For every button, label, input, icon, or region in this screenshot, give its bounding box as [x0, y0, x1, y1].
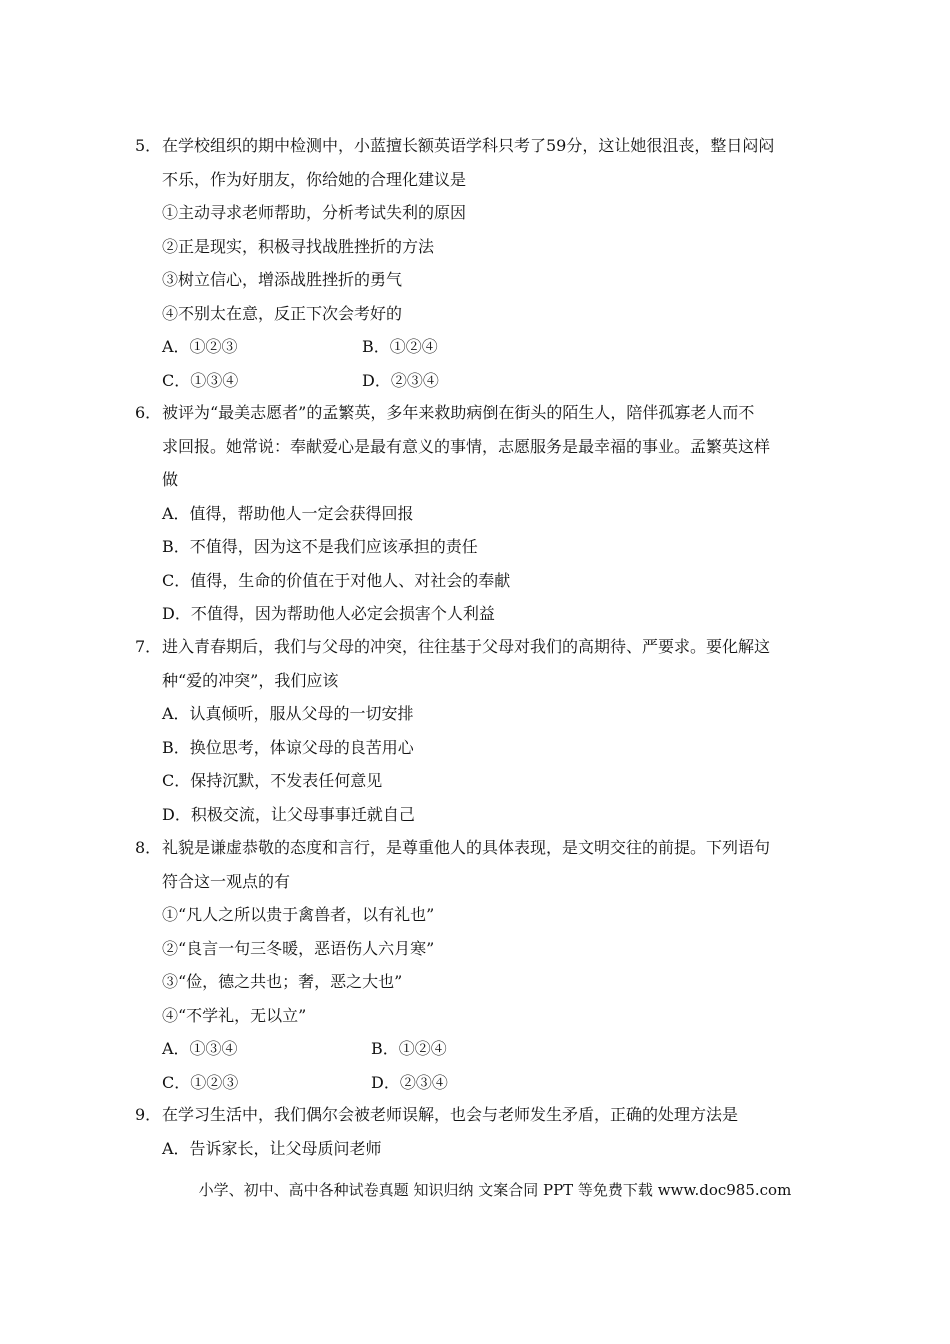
question-stem-continued-2: 做	[162, 470, 179, 489]
option-b: B．①②④	[371, 1039, 447, 1058]
option-b: B．不值得，因为这不是我们应该承担的责任	[162, 537, 478, 556]
question-stem: 7．进入青春期后，我们与父母的冲突，往往基于父母对我们的高期待、严要求。要化解这	[135, 637, 771, 656]
option-c: C．保持沉默，不发表任何意见	[162, 771, 383, 790]
option-a: A．告诉家长，让父母质问老师	[162, 1138, 382, 1158]
option-b: B．换位思考，体谅父母的良苦用心	[162, 737, 414, 757]
statement-2: ②正是现实，积极寻找战胜挫折的方法	[162, 236, 435, 256]
option-row	[135, 1066, 825, 1100]
question-stem: 6．被评为“最美志愿者”的孟繁英，多年来救助病倒在街头的陌生人，陪伴孤寡老人而不	[135, 403, 755, 422]
option-c: C．①②③	[162, 1072, 239, 1092]
question-stem-continued: 求回报。她常说：奉献爱心是最有意义的事情，志愿服务是最幸福的事业。孟繁英这样	[162, 436, 771, 456]
option-row	[135, 364, 825, 398]
statement-3: ③“俭，德之共也；奢，恶之大也”	[162, 972, 403, 991]
option-row	[135, 330, 825, 364]
option-d: D．积极交流，让父母事事迁就自己	[162, 804, 415, 824]
option-c: C．值得，生命的价值在于对他人、对社会的奉献	[162, 570, 511, 590]
question-stem-continued: 不乐，作为好朋友，你给她的合理化建议是	[162, 169, 467, 189]
statement-1: ①“凡人之所以贵于禽兽者，以有礼也”	[162, 905, 435, 924]
question-stem-continued: 种“爱的冲突”，我们应该	[162, 670, 339, 690]
question-stem: 8．礼貌是谦虚恭敬的态度和言行，是尊重他人的具体表现，是文明交往的前提。下列语句	[135, 838, 771, 857]
question-9	[135, 1098, 825, 1165]
statement-4: ④“不学礼，无以立”	[162, 1005, 307, 1025]
option-d: D．不值得，因为帮助他人必定会损害个人利益	[162, 604, 495, 623]
statement-2: ②“良言一句三冬暖，恶语伤人六月寒”	[162, 938, 435, 958]
question-5	[135, 129, 825, 397]
option-b: B．①②④	[362, 337, 438, 356]
question-stem: 9．在学习生活中，我们偶尔会被老师误解，也会与老师发生矛盾，正确的处理方法是	[135, 1105, 739, 1124]
statement-1: ①主动寻求老师帮助，分析考试失利的原因	[162, 203, 467, 222]
option-a: A．①③④	[162, 1039, 238, 1058]
option-d: D．②③④	[371, 1072, 448, 1092]
question-stem: 5．在学校组织的期中检测中，小蓝擅长额英语学科只考了59分，这让她很沮丧，整日闷闷	[135, 136, 775, 155]
page-footer: 小学、初中、高中各种试卷真题 知识归纳 文案合同 PPT 等免费下载 www.doc985.com	[198, 1181, 792, 1199]
option-a: A．①②③	[162, 337, 238, 356]
option-d: D．②③④	[362, 370, 439, 390]
question-8	[135, 831, 825, 1099]
option-c: C．①③④	[162, 370, 239, 390]
option-row	[135, 1032, 825, 1066]
question-7	[135, 630, 825, 831]
question-stem-continued: 符合这一观点的有	[162, 871, 291, 891]
statement-4: ④不别太在意，反正下次会考好的	[162, 303, 403, 323]
option-a: A．认真倾听，服从父母的一切安排	[162, 704, 414, 723]
statement-3: ③树立信心，增添战胜挫折的勇气	[162, 270, 403, 289]
question-6	[135, 396, 825, 631]
option-a: A．值得，帮助他人一定会获得回报	[162, 503, 414, 523]
